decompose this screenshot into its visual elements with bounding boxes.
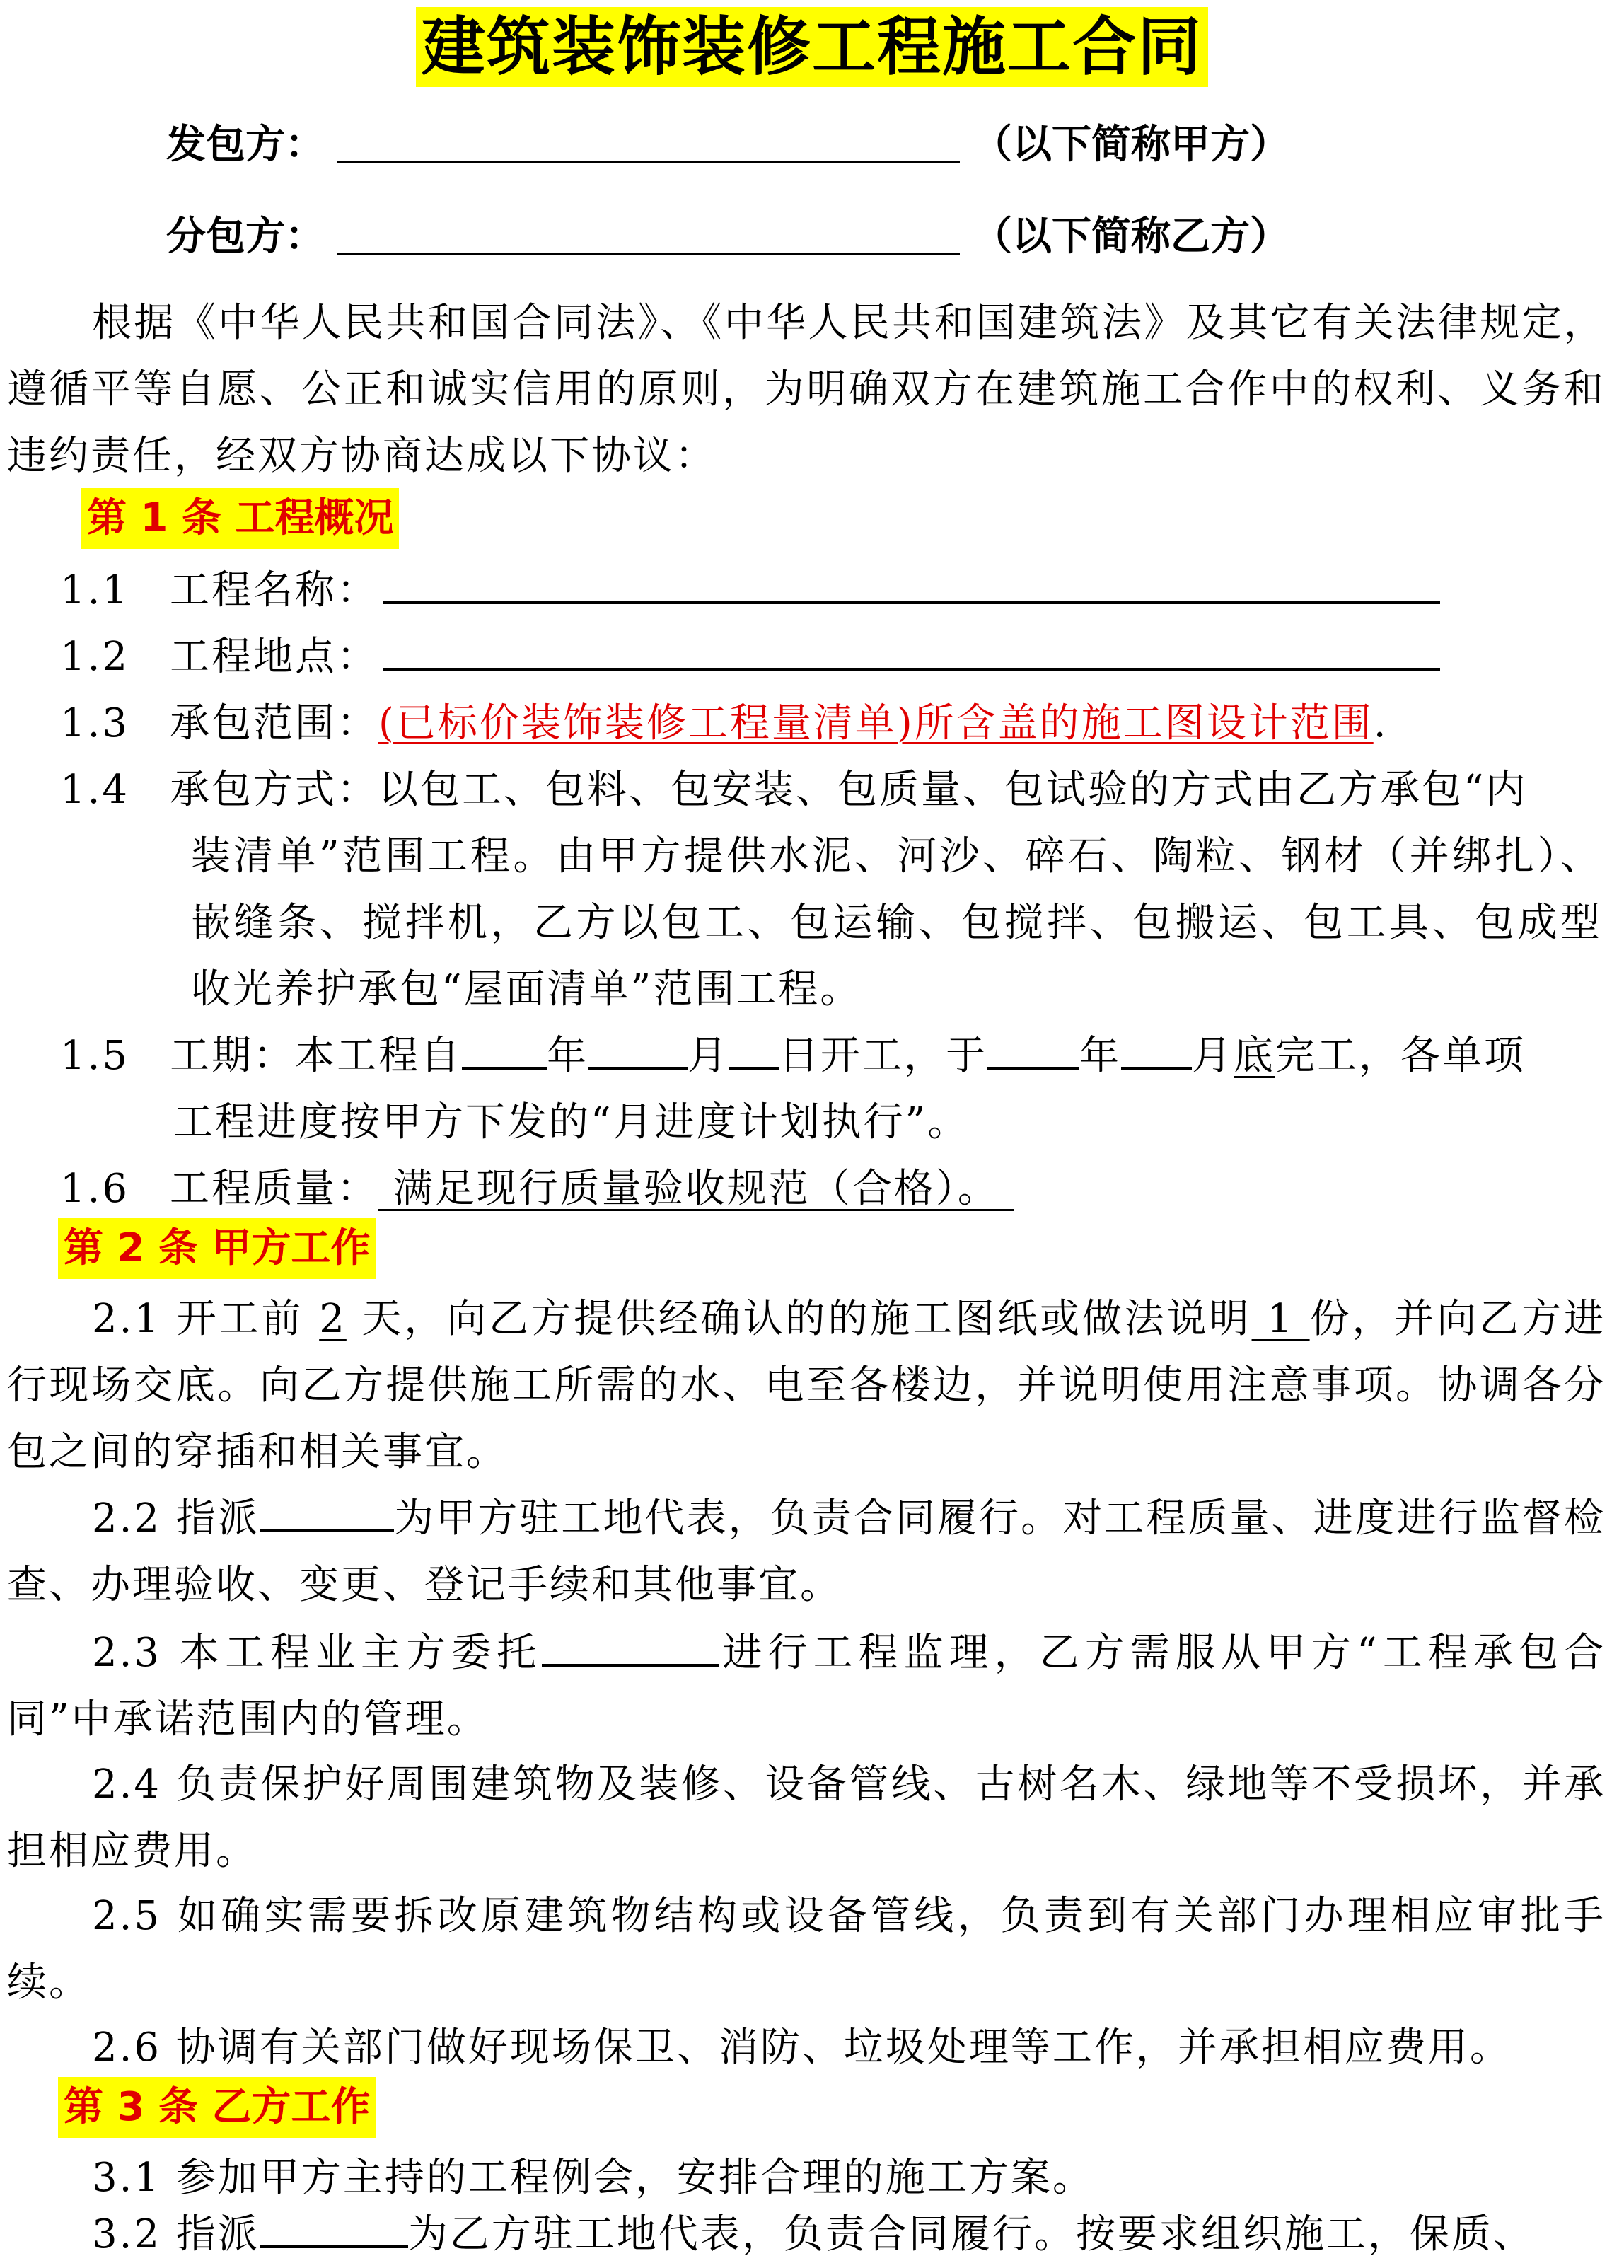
project-location-blank[interactable] xyxy=(383,624,1440,671)
item-label: 工程地点： xyxy=(170,634,378,680)
project-name-blank[interactable] xyxy=(383,557,1440,604)
item-text: 2.3 本工程业主方委托 xyxy=(92,1630,543,1676)
start-day-blank[interactable] xyxy=(729,1023,779,1070)
days-value[interactable]: 2 xyxy=(319,1296,347,1342)
quality-value: 满足现行质量验收规范（合格）。 xyxy=(378,1166,1014,1212)
period-text: 工期：本工程自 xyxy=(170,1033,462,1079)
article-2-heading: 第 2 条 甲方工作 xyxy=(58,1218,376,1279)
item-1-5 xyxy=(60,1023,1526,1089)
item-3-2 xyxy=(7,2202,1606,2268)
party-b-rep-blank[interactable] xyxy=(260,2202,408,2248)
party-a-blank[interactable] xyxy=(337,117,960,163)
party-b-label: 分包方： xyxy=(166,214,325,260)
item-label: 工程质量： xyxy=(170,1166,378,1212)
item-2-4: 2.4 负责保护好周围建筑物及装修、设备管线、古树名木、绿地等不受损坏，并承担相应费用。 xyxy=(7,1761,1606,1874)
period-text: 日开工，于 xyxy=(779,1033,987,1079)
document-title-wrap xyxy=(0,6,1624,89)
end-month-blank[interactable] xyxy=(1121,1023,1192,1070)
end-year-blank[interactable] xyxy=(987,1023,1079,1070)
item-text: 承包方式：以包工、包料、包安装、包质量、包试验的方式由乙方承包“内 xyxy=(170,767,1528,813)
item-2-3 xyxy=(7,1620,1606,1753)
item-1-6 xyxy=(60,1156,1014,1222)
item-text: 2.2 指派 xyxy=(92,1495,260,1541)
item-1-4-continued: 装清单”范围工程。由甲方提供水泥、河沙、碎石、陶粒、钢材（并绑扎）、嵌缝条、搅拌机，乙方以包工、包运输、包搅拌、包搬运、包工具、包成型收光养护承包“屋面清单”范围工程。 xyxy=(191,833,1602,1012)
item-number: 1.1 xyxy=(60,567,130,613)
item-text: 天，向乙方提供经确认的的施工图纸或做法说明 xyxy=(346,1296,1252,1342)
item-number: 1.2 xyxy=(60,634,130,680)
article-1-heading: 第 1 条 工程概况 xyxy=(81,488,399,549)
party-a-line xyxy=(166,117,1289,173)
item-text: 2.1 开工前 xyxy=(92,1296,320,1342)
party-b-line xyxy=(166,209,1289,265)
party-b-blank[interactable] xyxy=(337,209,960,255)
scope-end: . xyxy=(1373,700,1388,746)
item-number: 1.6 xyxy=(60,1166,130,1212)
item-number: 1.4 xyxy=(60,767,130,813)
party-a-rep-blank[interactable] xyxy=(260,1486,394,1532)
period-text: 底 xyxy=(1234,1033,1275,1079)
preamble: 根据《中华人民共和国合同法》、《中华人民共和国建筑法》及其它有关法律规定，遵循平等自愿、公正和诚实信用的原则，为明确双方在建筑施工合作中的权利、义务和违约责任，经双方协商达成以下协议： xyxy=(7,300,1606,479)
item-label: 承包范围： xyxy=(170,700,378,746)
scope-value: (已标价装饰装修工程量清单)所含盖的施工图设计范围 xyxy=(378,700,1374,746)
item-1-4-first-line xyxy=(60,757,1528,823)
item-text: 进行工程监理，乙方需服从甲方“工程承包合同”中承诺范围内的管理。 xyxy=(7,1630,1606,1742)
item-1-1 xyxy=(60,557,1440,624)
item-number: 1.3 xyxy=(60,700,130,746)
item-2-5: 2.5 如确实需要拆改原建筑物结构或设备管线，负责到有关部门办理相应审批手续。 xyxy=(7,1893,1606,2006)
period-text: 年 xyxy=(1079,1033,1121,1079)
item-label: 工程名称： xyxy=(170,567,378,613)
item-1-2 xyxy=(60,624,1440,690)
period-text: 年 xyxy=(547,1033,588,1079)
item-2-1 xyxy=(7,1286,1606,1486)
start-month-blank[interactable] xyxy=(588,1023,688,1070)
party-a-label: 发包方： xyxy=(166,122,325,168)
item-number: 1.5 xyxy=(60,1033,130,1079)
item-2-6: 2.6 协调有关部门做好现场保卫、消防、垃圾处理等工作，并承担相应费用。 xyxy=(92,2025,1512,2071)
party-a-suffix: （以下简称甲方） xyxy=(973,122,1289,168)
copies-value[interactable]: 1 xyxy=(1251,1296,1310,1342)
article-3-heading: 第 3 条 乙方工作 xyxy=(58,2077,376,2138)
document-title: 建筑装饰装修工程施工合同 xyxy=(416,7,1208,87)
item-text: 为甲方驻工地代表，负责合同履行。对工程质量、进度进行监督检查、办理验收、变更、登记手续和其他事宜。 xyxy=(7,1495,1606,1608)
party-b-suffix: （以下简称乙方） xyxy=(973,214,1289,260)
item-1-3 xyxy=(60,690,1388,757)
supervisor-blank[interactable] xyxy=(542,1620,719,1667)
period-text: 月 xyxy=(1192,1033,1234,1079)
item-text: 份，并向乙方进行现场交底。向乙方提供施工所需的水、电至各楼边，并说明使用注意事项。协调各分包之间的穿插和相关事宜。 xyxy=(7,1296,1606,1475)
item-text: 3.2 指派 xyxy=(92,2211,260,2257)
start-year-blank[interactable] xyxy=(462,1023,547,1070)
item-1-5-continued: 工程进度按甲方下发的“月进度计划执行”。 xyxy=(173,1099,970,1145)
item-2-2 xyxy=(7,1486,1606,1619)
period-text: 月 xyxy=(688,1033,729,1079)
period-text: 完工，各单项 xyxy=(1275,1033,1526,1079)
item-text: 为乙方驻工地代表，负责合同履行。按要求组织施工，保质、 xyxy=(407,2211,1535,2257)
item-3-1: 3.1 参加甲方主持的工程例会，安排合理的施工方案。 xyxy=(92,2155,1094,2201)
